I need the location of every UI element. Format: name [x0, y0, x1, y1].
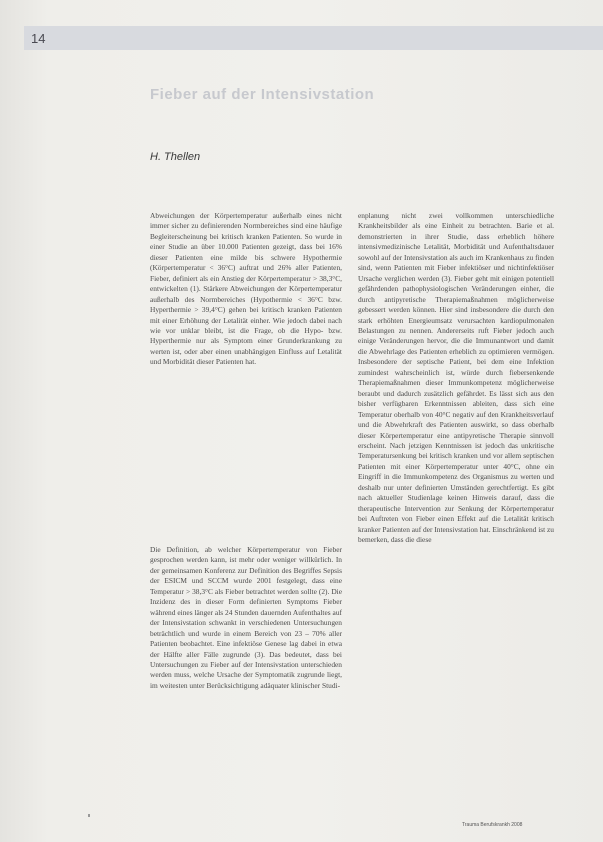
chapter-title: Fieber auf der Intensivstation	[150, 86, 375, 103]
header-band	[24, 26, 603, 50]
page-number: 14	[31, 31, 46, 46]
margin-mark	[88, 814, 90, 817]
body-paragraph-1: Abweichungen der Körpertemperatur außerhalb eines nicht immer sicher zu definierenden Normbereiches sind eine häufige Begleiterscheinung bei kritisch kranken Patienten. So wurde in einer Studie an über 10.000 Patienten gezeigt, dass bei 16% dieser Patienten eine milde bis schwere Hypothermie (Körpertemperatur < 36°C) auftrat und 26% aller Patienten, Fieber, definiert als ein Anstieg der Körpertemperatur > 38,3°C, entwickelten (1). Stärkere Abweichungen der Körpertemperatur außerhalb des Normbereiches (Hypothermie < 36°C bzw. Hyperthermie > 39,4°C) gehen bei kritisch kranken Patienten mit einer Erhöhung der Letalität einher. Wie jedoch dabei nach wie vor unklar bleibt, ist die Frage, ob die Hypo- bzw. Hyperthermie nur als Symptom einer Grunderkrankung zu werten ist, oder aber einen unabhängigen Einfluss auf Letalität und Morbidität dieser Patienten hat.	[150, 211, 342, 367]
footer-citation: Trauma Berufskrankh 2008	[462, 822, 523, 828]
author-name: H. Thellen	[150, 151, 201, 163]
body-paragraph-2: Die Definition, ab welcher Körpertemperatur von Fieber gesprochen werden kann, ist mehr oder weniger willkürlich. In der gemeinsamen Konferenz zur Definition des Begriffes Sepsis der ESICM und SCCM wurde 2001 festgelegt, dass eine Temperatur > 38,3°C als Fieber betrachtet werden sollte (2). Die Inzidenz des in dieser Form definierten Symptoms Fieber während eines länger als 24 Stunden dauernden Aufenthaltes auf der Intensivstation schwankt in verschiedenen Untersuchungen beträchtlich und wurde in einem Bereich von 23 – 70% aller Patienten beobachtet. Eine infektiöse Genese lag dabei in etwa der Hälfte aller Fälle zugrunde (3). Das bedeutet, dass bei Untersuchungen zu Fieber auf der Intensivstation unterschieden werden muss, welche Ursache der Symptomatik zugrunde liegt, im weitesten unter Berücksichtigung adäquater klinischer Studi-	[150, 545, 342, 690]
body-paragraph-right: enplanung nicht zwei vollkommen unterschiedliche Krankheitsbilder als eine Einheit zu betrachten. Barie et al. demonstrierten in ihrer Studie, dass erheblich höhere intensivmedizinische Letalität, Morbidität und Aufenthaltsdauer sowohl auf der Intensivstation als auch im Krankenhaus zu finden sind, wenn Patienten mit Fieber infektiöser und nichtinfektiöser Ursache verglichen werden (3). Fieber geht mit einigen potentiell gefährdenden pathophysiologischen Veränderungen einher, die durch antipyretische Therapiemaßnahmen möglicherweise gebessert werden können. Hier sind insbesondere die durch den stark erhöhten Energieumsatz verursachten kardiopulmonalen Belastungen zu nennen. Andererseits ruft Fieber jedoch auch einige Veränderungen hervor, die die Immunantwort und damit die Abwehrlage des Patienten erheblich zu optimieren vermögen. Insbesondere der septische Patient, bei dem eine Infektion zumindest wahrscheinlich ist, würde durch fiebersenkende Therapiemaßnahmen dieser Immunkompetenz möglicherweise beraubt und dadurch zusätzlich gefährdet. Es lässt sich aus den bisher verfügbaren Erkenntnissen ableiten, dass sich eine Temperatur oberhalb von 40°C negativ auf den Krankheitsverlauf und die Abwehrkraft des Patienten auswirkt, so dass oberhalb dieser Körpertemperatur eine antipyretische Therapie sinnvoll erscheint. Nach jetzigen Kenntnissen ist jedoch das unkritische Temperatursenkung bei kritisch kranken und vor allem septischen Patienten mit einer Körpertemperatur unter 40°C, ohne ein Eingriff in die Immunkompetenz des Organismus zu werten und deshalb nur unter definierten Umständen gerechtfertigt. Es gibt nach aktueller Studienlage keinen Hinweis darauf, dass die therapeutische Intervention zur Senkung der Körpertemperatur bei Auftreten von Fieber einen Effekt auf die Letalität kritisch kranker Patienten auf der Intensivstation hat. Einschränkend ist zu bemerken, dass die diese	[358, 211, 554, 545]
